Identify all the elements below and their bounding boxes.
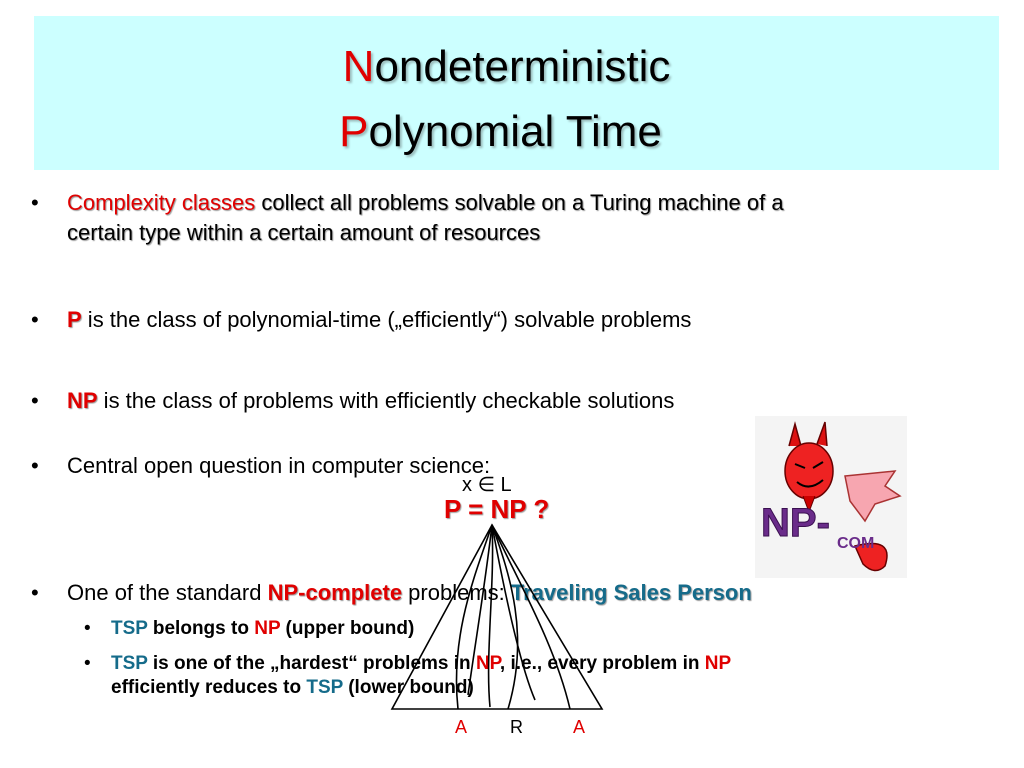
bullet-dot: • [31, 453, 39, 478]
bullet-text: is one of the „hardest“ problems in [147, 653, 476, 674]
element-of-symbol: ∈ [477, 474, 495, 496]
bullet-dot: • [31, 580, 39, 605]
title-initial-p: P [339, 107, 369, 156]
title-line-1 [24, 42, 989, 92]
leaf-accept-2: A [573, 717, 586, 737]
highlight-tsp-full: Traveling Sales Person [510, 580, 752, 605]
bullet-text: One of the standard [67, 580, 268, 605]
tree-branch [492, 525, 535, 700]
bullet-dot: • [31, 307, 39, 332]
bullet-text: belongs to [147, 618, 255, 639]
l-label: L [500, 474, 512, 496]
bullet-text: , i.e., every problem in [499, 653, 705, 674]
np-com-devil-image [755, 416, 907, 578]
highlight-np: NP [475, 653, 500, 674]
bullet-text: is the class of problems with efficiently checkable solutions [97, 388, 675, 413]
highlight-np: NP [67, 388, 98, 413]
logo-text-np: NP- [761, 501, 830, 545]
subbullet-tsp-upper-bound [84, 617, 415, 641]
title-rest-1: ondeterministic [374, 42, 671, 91]
title-initial-n: N [342, 42, 375, 91]
title-rest-2: olynomial Time [368, 107, 662, 156]
p-equals-np-question: P = NP ? [444, 494, 550, 524]
bullet-np-class [31, 386, 675, 416]
bullet-text: (lower bound) [342, 677, 474, 698]
bullet-dot: • [84, 653, 91, 674]
title-banner [34, 16, 999, 170]
bullet-dot: • [84, 618, 91, 639]
highlight-tsp: TSP [111, 653, 148, 674]
bullet-dot: • [31, 388, 39, 413]
bullet-text: collect all problems solvable on a Turing machine of a [255, 190, 784, 215]
tree-branch [492, 525, 570, 709]
highlight-complexity-classes: Complexity classes [67, 190, 256, 215]
highlight-tsp: TSP [111, 618, 148, 639]
bullet-text: problems: [402, 580, 511, 605]
x-label: x [462, 474, 472, 496]
logo-text-com: COM [837, 535, 875, 552]
bullet-text: Central open question in computer science: [67, 453, 491, 478]
bullet-text: is the class of polynomial-time („efficiently“) solvable problems [81, 307, 692, 332]
bullet-open-question [31, 451, 491, 481]
bullet-text: (upper bound) [280, 618, 415, 639]
highlight-p: P [67, 307, 82, 332]
bullet-text: certain type within a certain amount of resources [67, 220, 541, 245]
bullet-dot: • [31, 190, 39, 215]
leaf-accept-1: A [455, 717, 468, 737]
title-line-2 [18, 107, 983, 157]
leaf-reject: R [510, 717, 523, 737]
highlight-np: NP [254, 618, 281, 639]
bullet-complexity-classes [31, 188, 1007, 248]
bullet-text: efficiently reduces to [111, 677, 307, 698]
highlight-tsp: TSP [306, 677, 343, 698]
tree-branch [456, 525, 492, 709]
bullet-p-class [31, 305, 692, 335]
highlight-np-complete: NP-complete [267, 580, 403, 605]
computation-tree-diagram [380, 515, 620, 715]
highlight-np: NP [704, 653, 732, 674]
